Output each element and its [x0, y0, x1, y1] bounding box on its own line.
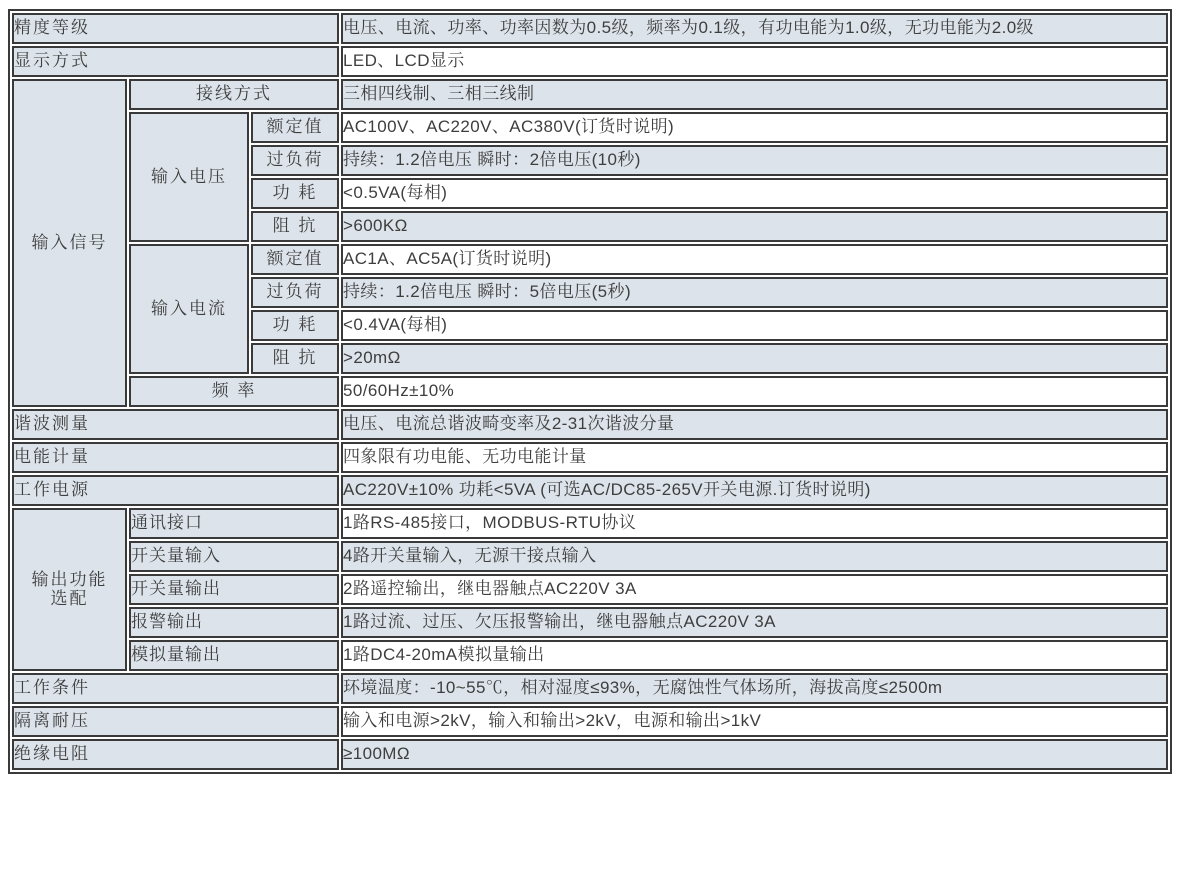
voltage-consumption-value: <0.5VA(每相) [341, 178, 1168, 209]
voltage-consumption-label: 功 耗 [251, 178, 339, 209]
harmonic-measure-value: 电压、电流总谐波畸变率及2-31次谐波分量 [341, 409, 1168, 440]
voltage-rated-value: AC100V、AC220V、AC380V(订货时说明) [341, 112, 1168, 143]
digital-input-label: 开关量输入 [129, 541, 339, 572]
working-conditions-value: 环境温度：-10~55℃，相对湿度≤93%，无腐蚀性气体场所，海拔高度≤2500m [341, 673, 1168, 704]
row-energy-metering [12, 442, 1168, 473]
output-function-group-line2: 选配 [50, 588, 89, 608]
row-current-rated [12, 244, 1168, 275]
energy-metering-label: 电能计量 [12, 442, 339, 473]
current-overload-value: 持续：1.2倍电压 瞬时：5倍电压(5秒) [341, 277, 1168, 308]
harmonic-measure-label: 谐波测量 [12, 409, 339, 440]
comm-interface-value: 1路RS-485接口，MODBUS-RTU协议 [341, 508, 1168, 539]
insulation-resistance-value: ≥100MΩ [341, 739, 1168, 770]
voltage-overload-label: 过负荷 [251, 145, 339, 176]
row-power-supply [12, 475, 1168, 506]
row-comm-interface [12, 508, 1168, 539]
input-current-group-label: 输入电流 [129, 244, 249, 374]
row-display-mode [12, 46, 1168, 77]
row-digital-input [12, 541, 1168, 572]
frequency-label: 频 率 [129, 376, 339, 407]
row-alarm-output [12, 607, 1168, 638]
current-overload-label: 过负荷 [251, 277, 339, 308]
digital-output-value: 2路遥控输出，继电器触点AC220V 3A [341, 574, 1168, 605]
row-isolation-voltage [12, 706, 1168, 737]
analog-output-label: 模拟量输出 [129, 640, 339, 671]
voltage-overload-value: 持续：1.2倍电压 瞬时：2倍电压(10秒) [341, 145, 1168, 176]
row-digital-output [12, 574, 1168, 605]
current-consumption-value: <0.4VA(每相) [341, 310, 1168, 341]
isolation-voltage-value: 输入和电源>2kV，输入和输出>2kV，电源和输出>1kV [341, 706, 1168, 737]
row-insulation-resistance [12, 739, 1168, 770]
current-rated-value: AC1A、AC5A(订货时说明) [341, 244, 1168, 275]
isolation-voltage-label: 隔离耐压 [12, 706, 339, 737]
voltage-impedance-label: 阻 抗 [251, 211, 339, 242]
power-supply-value: AC220V±10% 功耗<5VA (可选AC/DC85-265V开关电源.订货时说明) [341, 475, 1168, 506]
voltage-impedance-value: >600KΩ [341, 211, 1168, 242]
working-conditions-label: 工作条件 [12, 673, 339, 704]
precision-class-value: 电压、电流、功率、功率因数为0.5级，频率为0.1级，有功电能为1.0级，无功电能为2.0级 [341, 13, 1168, 44]
row-voltage-rated [12, 112, 1168, 143]
power-supply-label: 工作电源 [12, 475, 339, 506]
alarm-output-label: 报警输出 [129, 607, 339, 638]
row-frequency [12, 376, 1168, 407]
alarm-output-value: 1路过流、过压、欠压报警输出，继电器触点AC220V 3A [341, 607, 1168, 638]
spec-table [8, 9, 1172, 774]
current-rated-label: 额定值 [251, 244, 339, 275]
row-wiring-mode [12, 79, 1168, 110]
current-consumption-label: 功 耗 [251, 310, 339, 341]
row-working-conditions [12, 673, 1168, 704]
output-function-group-line1: 输出功能 [31, 569, 108, 589]
display-mode-label: 显示方式 [12, 46, 339, 77]
digital-input-value: 4路开关量输入，无源干接点输入 [341, 541, 1168, 572]
wiring-mode-label: 接线方式 [129, 79, 339, 110]
display-mode-value: LED、LCD显示 [341, 46, 1168, 77]
energy-metering-value: 四象限有功电能、无功电能计量 [341, 442, 1168, 473]
output-function-group-label [12, 508, 127, 671]
insulation-resistance-label: 绝缘电阻 [12, 739, 339, 770]
frequency-value: 50/60Hz±10% [341, 376, 1168, 407]
input-signal-group-label: 输入信号 [12, 79, 127, 407]
voltage-rated-label: 额定值 [251, 112, 339, 143]
digital-output-label: 开关量输出 [129, 574, 339, 605]
current-impedance-label: 阻 抗 [251, 343, 339, 374]
wiring-mode-value: 三相四线制、三相三线制 [341, 79, 1168, 110]
row-precision-class [12, 13, 1168, 44]
row-harmonic-measure [12, 409, 1168, 440]
current-impedance-value: >20mΩ [341, 343, 1168, 374]
precision-class-label: 精度等级 [12, 13, 339, 44]
row-analog-output [12, 640, 1168, 671]
input-voltage-group-label: 输入电压 [129, 112, 249, 242]
analog-output-value: 1路DC4-20mA模拟量输出 [341, 640, 1168, 671]
comm-interface-label: 通讯接口 [129, 508, 339, 539]
